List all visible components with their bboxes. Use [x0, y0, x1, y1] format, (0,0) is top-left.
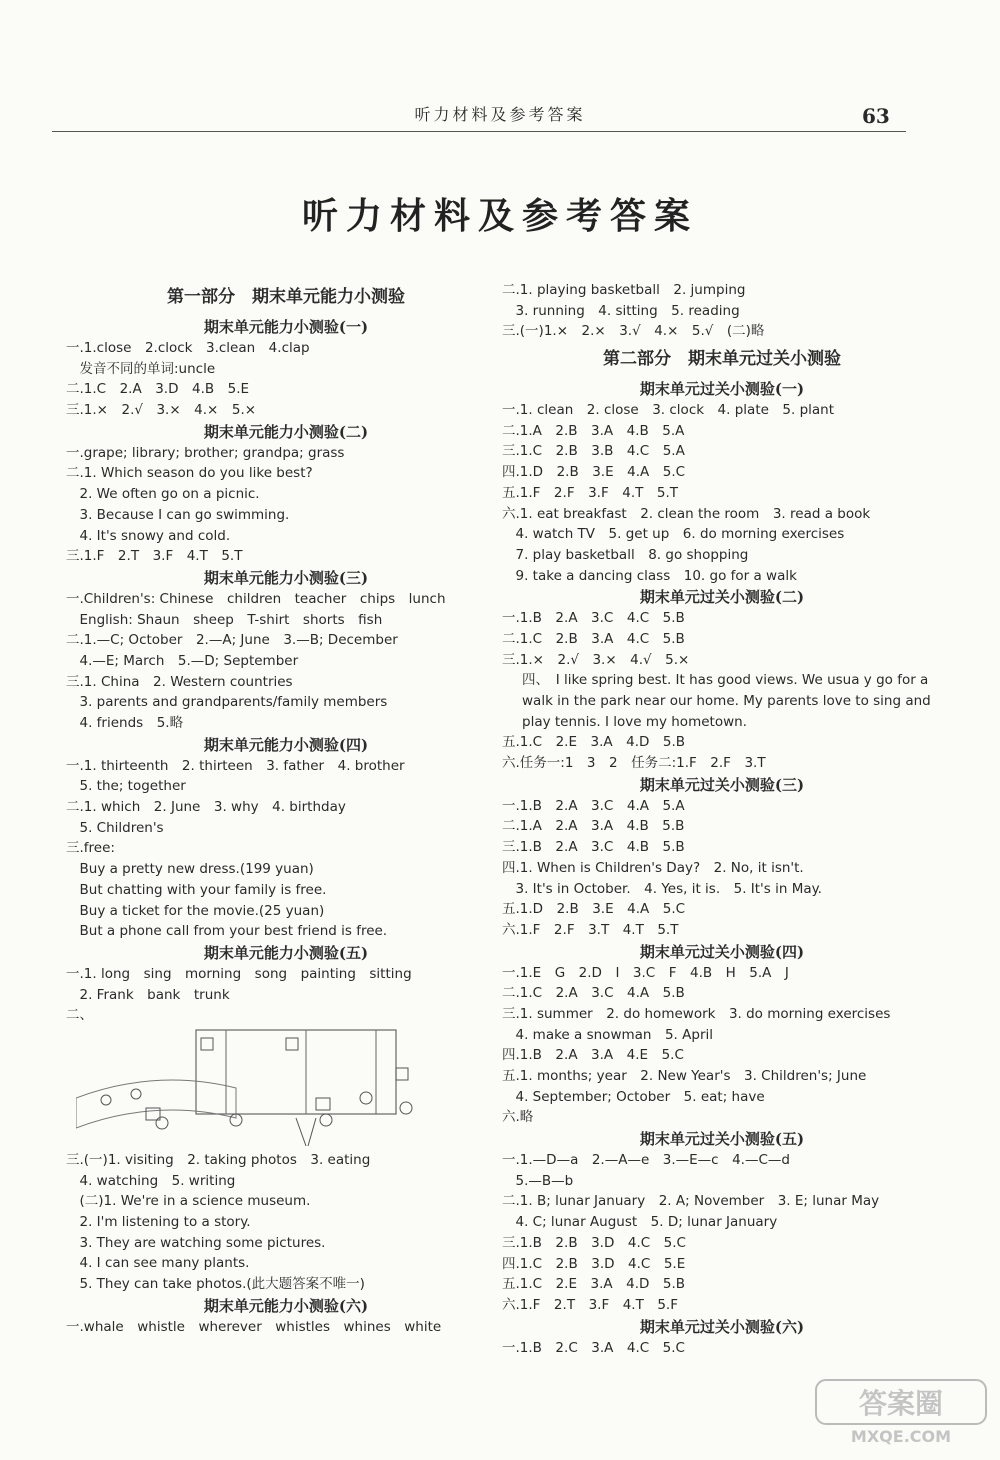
- answer-line: 二.1.—C; October 2.—A; June 3.—B; December: [66, 632, 398, 649]
- answer-line: 六.1. eat breakfast 2. clean the room 3. read a book: [502, 505, 871, 522]
- answer-line: 三.1.× 2.√ 3.× 4.× 5.×: [66, 402, 257, 419]
- answer-line: 四.1.B 2.A 3.A 4.E 5.C: [502, 1047, 684, 1064]
- answer-line: 4. C; lunar August 5. D; lunar January: [502, 1214, 778, 1231]
- answer-line: 三.1.B 2.B 3.D 4.C 5.C: [502, 1234, 686, 1251]
- answer-line: 9. take a dancing class 10. go for a walk: [502, 567, 797, 584]
- answer-line: 4. watch TV 5. get up 6. do morning exercises: [502, 526, 845, 543]
- answer-line: But a phone call from your best friend is free.: [66, 923, 388, 940]
- quiz-title: 期末单元能力小测验(一): [203, 318, 369, 336]
- answer-line: 三.(一)1.× 2.× 3.√ 4.× 5.√ (二)略: [502, 323, 765, 340]
- right-quizzes: [502, 378, 942, 1358]
- answer-line: 一.whale whistle wherever whistles whines white: [66, 1318, 442, 1335]
- answer-line: 3. They are watching some pictures.: [66, 1234, 326, 1251]
- answer-line: 三.free:: [66, 840, 115, 857]
- left-after-picture: [66, 1150, 506, 1295]
- answer-line: 一.1.B 2.A 3.C 4.A 5.A: [502, 797, 685, 814]
- header-rule: [52, 131, 906, 132]
- answer-line: 二.1.A 2.A 3.A 4.B 5.B: [502, 818, 685, 835]
- answer-line: 2. Frank bank trunk: [66, 986, 230, 1003]
- answer-line: 3. It's in October. 4. Yes, it is. 5. It's in May.: [502, 880, 822, 897]
- playground-illustration: [76, 1028, 416, 1146]
- answer-line: 一.1. long sing morning song painting sitting: [66, 965, 412, 982]
- quiz-title: 期末单元能力小测验(二): [203, 422, 369, 441]
- answer-line: 一.1.close 2.clock 3.clean 4.clap: [66, 340, 310, 356]
- answer-line: 一.1.E G 2.D I 3.C F 4.B H 5.A J: [502, 964, 789, 981]
- answer-line: Buy a ticket for the movie.(25 yuan): [66, 902, 325, 919]
- answer-line: 二.1.C 2.A 3.C 4.A 5.B: [502, 985, 685, 1002]
- quiz-title: 期末单元能力小测验(六): [203, 1296, 369, 1315]
- answer-line: 二.1.C 2.B 3.A 4.C 5.B: [502, 630, 685, 647]
- answer-line: 五.1. months; year 2. New Year's 3. Children's; June: [502, 1068, 867, 1085]
- answer-line: 5.—B—b: [502, 1172, 574, 1189]
- answer-line: (二)1. We're in a science museum.: [66, 1193, 311, 1210]
- answer-line: 四.1.C 2.B 3.D 4.C 5.E: [502, 1255, 686, 1272]
- answer-line: 六.1.F 2.F 3.T 4.T 5.T: [502, 921, 679, 938]
- answer-line: 2. We often go on a picnic.: [66, 486, 260, 503]
- answer-line: 3. parents and grandparents/family members: [66, 694, 388, 711]
- right-top-lines: [502, 280, 942, 342]
- quiz-title: 期末单元过关小测验(一): [639, 380, 805, 399]
- answer-line: 5. They can take photos.(此大题答案不唯一): [66, 1276, 365, 1293]
- answer-line: 二.1. playing basketball 2. jumping: [502, 282, 746, 298]
- answer-line: 二.1. which 2. June 3. why 4. birthday: [66, 799, 346, 816]
- watermark-url: MXQE.COM: [850, 1427, 952, 1446]
- answer-line: 4. September; October 5. eat; have: [502, 1088, 765, 1105]
- answer-line: 六.略: [502, 1109, 534, 1126]
- answer-line: 三.1.B 2.A 3.C 4.B 5.B: [502, 839, 685, 856]
- answer-line: But chatting with your family is free.: [66, 881, 327, 898]
- answer-line: 四.1.D 2.B 3.E 4.A 5.C: [502, 464, 686, 481]
- quiz-title: 期末单元能力小测验(五): [203, 943, 369, 962]
- answer-line: 三.1.F 2.T 3.F 4.T 5.T: [66, 548, 243, 565]
- answer-line: 三.1. China 2. Western countries: [66, 673, 293, 690]
- quiz-title: 期末单元过关小测验(二): [639, 588, 805, 607]
- answer-line: 三.1.C 2.B 3.B 4.C 5.A: [502, 443, 685, 460]
- answer-line: 4.—E; March 5.—D; September: [66, 652, 299, 669]
- answer-line: 5. the; together: [66, 778, 186, 795]
- answer-line: English: Shaun sheep T-shirt shorts fish: [66, 611, 383, 628]
- answer-line: 二.1. B; lunar January 2. A; November 3. E; lunar May: [502, 1193, 880, 1210]
- answer-line: 一.1. thirteenth 2. thirteen 3. father 4. brother: [66, 757, 405, 774]
- answer-line: 二.1.C 2.A 3.D 4.B 5.E: [66, 381, 250, 398]
- part-two-title: 第二部分 期末单元过关小测验: [603, 349, 841, 370]
- answer-line: 二、: [66, 1007, 93, 1024]
- answer-line: 4. It's snowy and cold.: [66, 527, 231, 544]
- answer-line: 4. make a snowman 5. April: [502, 1026, 713, 1043]
- answer-line: 二.1.A 2.B 3.A 4.B 5.A: [502, 422, 685, 439]
- quiz-title: 期末单元能力小测验(三): [203, 568, 369, 587]
- quiz-title: 期末单元过关小测验(五): [639, 1130, 805, 1149]
- answer-line: 六.1.F 2.T 3.F 4.T 5.F: [502, 1296, 678, 1313]
- left-last-quiz: [66, 1295, 506, 1338]
- answer-line: 三.1.× 2.√ 3.× 4.√ 5.×: [502, 651, 690, 668]
- watermark-text: 答案圈: [858, 1387, 944, 1420]
- answer-line: 7. play basketball 8. go shopping: [502, 546, 749, 563]
- page-title: 听力材料及参考答案: [301, 196, 698, 237]
- quiz-title: 期末单元过关小测验(四): [639, 942, 805, 961]
- watermark-logo: [812, 1378, 990, 1448]
- answer-line: 一.1. clean 2. close 3. clock 4. plate 5. plant: [502, 402, 835, 419]
- answer-line: 一.1.B 2.C 3.A 4.C 5.C: [502, 1339, 685, 1356]
- answer-line: 六.任务一:1 3 2 任务二:1.F 2.F 3.T: [502, 755, 766, 772]
- answer-line: 四.1. When is Children's Day? 2. No, it isn't.: [502, 859, 804, 876]
- answer-line: 二.1. Which season do you like best?: [66, 465, 313, 482]
- answer-line: 一.grape; library; brother; grandpa; grass: [66, 444, 345, 461]
- left-column: [66, 280, 506, 1337]
- right-column: [502, 280, 942, 1358]
- quiz-title: 期末单元过关小测验(三): [639, 775, 805, 794]
- answer-line: 4. I can see many plants.: [66, 1255, 250, 1272]
- quiz-title: 期末单元过关小测验(六): [639, 1317, 805, 1336]
- answer-line: 5. Children's: [66, 819, 164, 836]
- answer-line: 五.1.C 2.E 3.A 4.D 5.B: [502, 1276, 686, 1293]
- answer-line: 五.1.C 2.E 3.A 4.D 5.B: [502, 734, 686, 751]
- answer-line: 五.1.F 2.F 3.F 4.T 5.T: [502, 484, 678, 501]
- answer-line: 一.Children's: Chinese children teacher chips lunch: [66, 590, 446, 607]
- running-head: 听力材料及参考答案: [414, 105, 586, 124]
- answer-paragraph: 四、 I like spring best. It has good views. We usua y go for a walk in the park near our home. My parents love to sing and play tennis. I love my hometown.: [522, 672, 931, 730]
- part-one-title: 第一部分 期末单元能力小测验: [167, 287, 405, 307]
- answer-line: 2. I'm listening to a story.: [66, 1214, 251, 1230]
- left-quizzes: [66, 316, 506, 1026]
- answer-line: 三.(一)1. visiting 2. taking photos 3. eating: [66, 1151, 371, 1168]
- answer-line: 4. watching 5. writing: [66, 1172, 236, 1189]
- answer-line: 一.1.—D—a 2.—A—e 3.—E—c 4.—C—d: [502, 1152, 790, 1169]
- answer-line: Buy a pretty new dress.(199 yuan): [66, 861, 314, 878]
- answer-line: 三.1. summer 2. do homework 3. do morning exercises: [502, 1005, 891, 1022]
- page-number: 63: [862, 104, 890, 128]
- answer-line: 4. friends 5.略: [66, 715, 184, 731]
- quiz-title: 期末单元能力小测验(四): [203, 735, 369, 754]
- answer-line: 一.1.B 2.A 3.C 4.C 5.B: [502, 610, 685, 627]
- answer-line: 发音不同的单词:uncle: [66, 360, 216, 377]
- answer-line: 3. running 4. sitting 5. reading: [502, 302, 740, 319]
- answer-line: 3. Because I can go swimming.: [66, 506, 290, 523]
- answer-line: 五.1.D 2.B 3.E 4.A 5.C: [502, 901, 686, 918]
